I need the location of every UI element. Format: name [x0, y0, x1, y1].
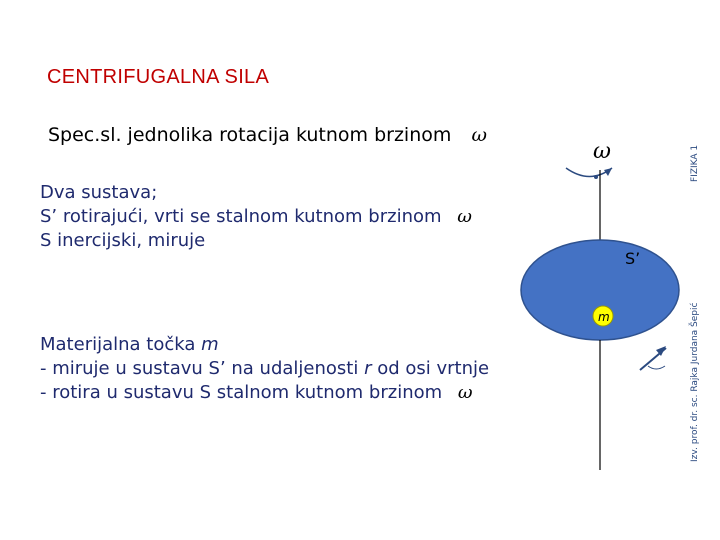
systems-line-1: Dva sustava; — [40, 182, 158, 203]
omega-symbol: ω — [457, 382, 473, 403]
top-rotation-arrow — [566, 168, 612, 177]
mass-label: m — [598, 310, 610, 324]
variable-r: r — [364, 358, 372, 379]
omega-symbol: ω — [457, 206, 472, 227]
bottom-rotation-arc — [648, 366, 665, 369]
frame-label: S’ — [625, 249, 641, 268]
systems-line-3: S inercijski, miruje — [40, 230, 206, 251]
point-line-3-text: - rotira u sustavu S stalnom kutnom brzinom — [40, 382, 443, 403]
omega-label: ω — [593, 139, 611, 164]
point-line-2-suffix: od osi vrtnje — [371, 358, 490, 379]
subtitle-text: Spec.sl. jednolika rotacija kutnom brzinom — [48, 124, 452, 146]
course-label: FIZIKA 1 — [690, 144, 700, 182]
point-line-2-prefix: - miruje u sustavu S’ na udaljenosti — [40, 358, 365, 379]
systems-line-2-text: S’ rotirajući, vrti se stalnom kutnom brzinom — [40, 206, 442, 227]
author-label: Izv. prof. dr. sc. Rajka Jurdana Šepić — [690, 302, 700, 462]
slide-title: CENTRIFUGALNA SILA — [47, 66, 270, 88]
point-line-1-text: Materijalna točka — [40, 334, 202, 355]
side-footer — [686, 80, 706, 460]
variable-m: m — [201, 334, 219, 355]
axis-dot — [594, 175, 598, 179]
omega-symbol: ω — [471, 124, 487, 146]
